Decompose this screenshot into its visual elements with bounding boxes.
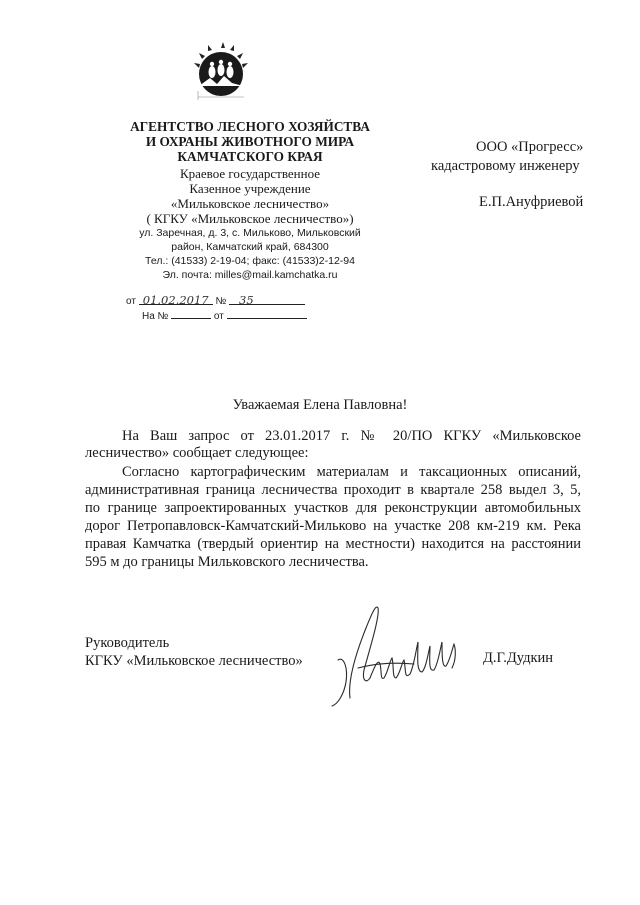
outgoing-registration: [126, 293, 305, 307]
number-value: 35: [239, 293, 254, 307]
signer-title-line-2: КГКУ «Мильковское лесничество»: [85, 653, 303, 669]
date-label: от: [126, 296, 136, 307]
number-field: [229, 293, 305, 305]
agency-name-line-1: АГЕНТСТВО ЛЕСНОГО ХОЗЯЙСТВА: [130, 119, 370, 134]
paragraph-2-line-4: дорог Петропавловск-Камчатский-Мильково на участке 208 км-219 км. Река: [85, 518, 581, 534]
date-value: 01.02.2017: [142, 293, 209, 307]
institution-line-2: Казенное учреждение: [189, 181, 311, 196]
signer-name: Д.Г.Дудкин: [483, 650, 554, 666]
ref-date-label: от: [213, 311, 224, 322]
recipient-name: Е.П.Ануфриевой: [479, 194, 584, 210]
handwritten-signature: [318, 598, 468, 710]
ref-number-label: На №: [142, 311, 169, 322]
email-line: Эл. почта: milles@mail.kamchatka.ru: [162, 269, 338, 281]
recipient-company: ООО «Прогресс»: [476, 139, 584, 155]
recipient-position: кадастровому инженеру: [431, 158, 580, 174]
signer-title-line-1: Руководитель: [85, 635, 170, 651]
institution-line-3: «Мильковское лесничество»: [170, 196, 330, 211]
paragraph-2-line-3: по границе запроектированных участков для реконструкции автомобильных: [85, 500, 581, 516]
salutation: Уважаемая Елена Павловна!: [232, 397, 408, 413]
agency-name-line-3: КАМЧАТСКОГО КРАЯ: [177, 149, 323, 164]
paragraph-2-line-2: административная граница лесничества проходит в квартале 258 выдел 3, 5,: [85, 482, 581, 498]
phone-line: Тел.: (41533) 2-19-04; факс: (41533)2-12-94: [145, 255, 355, 267]
ref-date-field: [227, 307, 307, 319]
paragraph-2-line-1: Согласно картографическим материалам и таксационных описаний,: [122, 464, 581, 480]
ref-number-field: [171, 307, 211, 319]
paragraph-1-line-1: На Ваш запрос от 23.01.2017 г. № 20/ПО КГКУ «Мильковское: [122, 428, 581, 444]
number-label: №: [215, 296, 227, 307]
agency-name-line-2: И ОХРАНЫ ЖИВОТНОГО МИРА: [145, 134, 355, 149]
emblem-logo-icon: [190, 42, 252, 104]
address-line-1: ул. Заречная, д. 3, с. Мильково, Мильковский: [139, 227, 361, 239]
paragraph-1-line-2: лесничество» сообщает следующее:: [85, 445, 309, 461]
reference-registration: [142, 307, 307, 322]
date-field: [139, 293, 213, 305]
paragraph-2-line-5: правая Камчатка (твердый ориентир на местности) находится на расстоянии: [85, 536, 581, 552]
institution-line-4: ( КГКУ «Мильковское лесничество»): [146, 211, 354, 226]
institution-line-1: Краевое государственное: [179, 166, 321, 181]
address-line-2: район, Камчатский край, 684300: [171, 241, 329, 253]
paragraph-2-line-6: 595 м до границы Мильковского лесничества.: [85, 554, 369, 570]
